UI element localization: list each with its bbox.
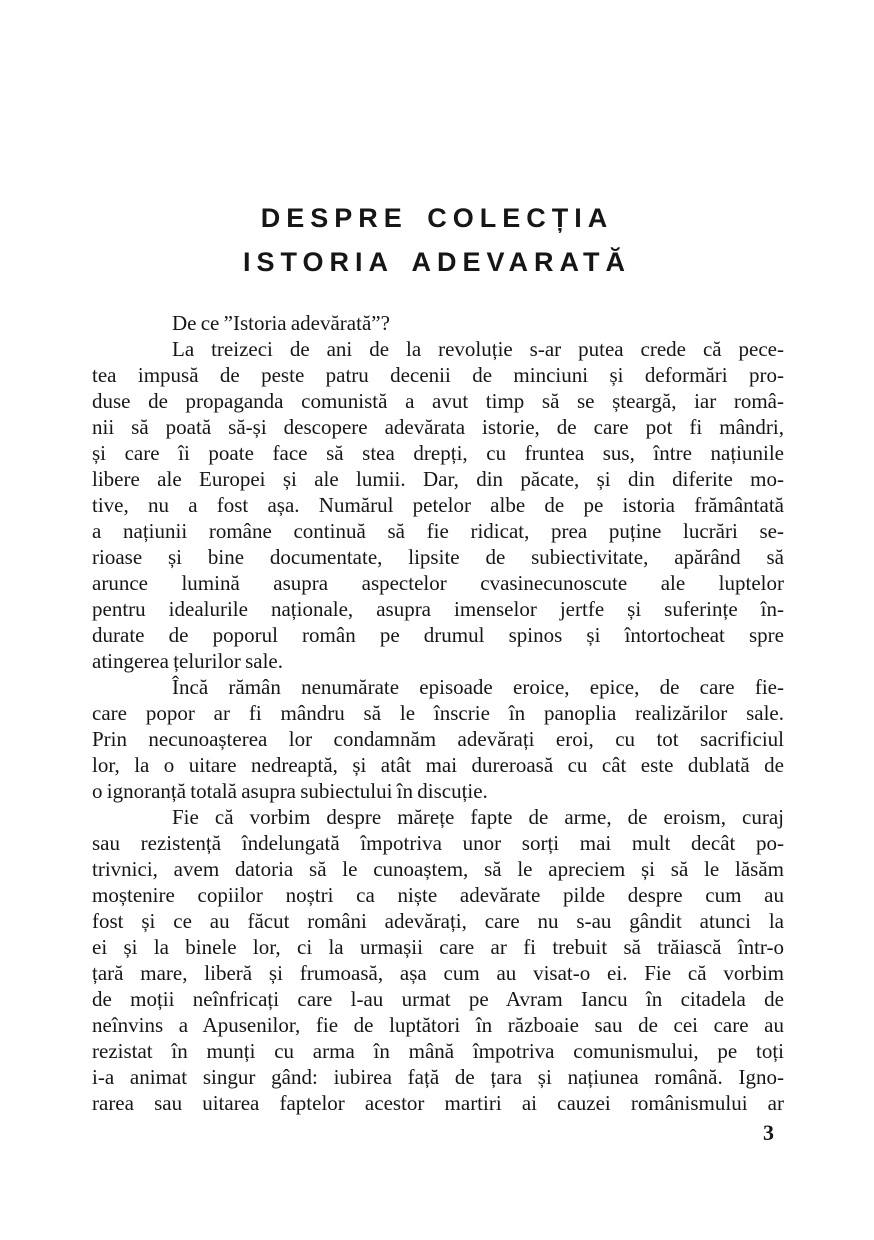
- page-title-line-1: DESPRE COLECȚIA: [260, 203, 614, 233]
- text-line: pentru idealurile naționale, asupra imenselor jertfe și suferințe în-: [92, 597, 784, 621]
- text-line: rioase și bine documentate, lipsite de subiectivitate, apărând să: [92, 545, 784, 569]
- text-line: care popor ar fi mândru să le înscrie în panoplia realizărilor sale.: [92, 701, 784, 725]
- text-line: rezistat în munți cu arma în mână împotriva comunismului, pe toți: [92, 1039, 784, 1063]
- text-line: o ignoranță totală asupra subiectului în discuție.: [92, 779, 488, 803]
- text-line: De ce ”Istoria adevărată”?: [172, 311, 390, 335]
- page-title: [0, 0, 874, 284]
- text-line: Fie că vorbim despre mărețe fapte de arme, de eroism, curaj: [172, 805, 784, 829]
- text-line: sau rezistență îndelungată împotriva unor sorți mai mult decât po-: [92, 831, 784, 855]
- text-line: arunce lumină asupra aspectelor cvasinecunoscute ale luptelor: [92, 571, 784, 595]
- text-line: trivnici, avem datoria să le cunoaștem, să le apreciem și să le lăsăm: [92, 857, 784, 881]
- text-line: i-a animat singur gând: iubirea față de țara și națiunea română. Igno-: [92, 1065, 784, 1089]
- text-line: lor, la o uitare nedreaptă, și atât mai dureroasă cu cât este dublată de: [92, 753, 784, 777]
- text-line: fost și ce au făcut români adevărați, care nu s-au gândit atunci la: [92, 909, 784, 933]
- text-line: tive, nu a fost așa. Numărul petelor albe de pe istoria frământată: [92, 493, 784, 517]
- text-line: și care îi poate face să stea drepți, cu fruntea sus, între națiunile: [92, 441, 784, 465]
- text-line: neînvins a Apusenilor, fie de luptători în războaie sau de cei care au: [92, 1013, 784, 1037]
- text-line: moștenire copiilor noștri ca niște adevărate pilde despre cum au: [92, 883, 784, 907]
- text-line: nii să poată să-și descopere adevărata istorie, de care pot fi mândri,: [92, 415, 784, 439]
- text-line: rarea sau uitarea faptelor acestor martiri ai cauzei românismului ar: [92, 1091, 784, 1115]
- text-line: libere ale Europei și ale lumii. Dar, din păcate, și din diferite mo-: [92, 467, 784, 491]
- text-line: de moții neînfricați care l-au urmat pe Avram Iancu în citadela de: [92, 987, 784, 1011]
- text-line: durate de poporul român pe drumul spinos și întortocheat spre: [92, 623, 784, 647]
- body-text: [92, 310, 784, 1116]
- text-line: a națiunii române continuă să fie ridicat, prea puține lucrări se-: [92, 519, 784, 543]
- text-line: tea impusă de peste patru decenii de minciuni și deformări pro-: [92, 363, 784, 387]
- text-line: ei și la binele lor, ci la urmașii care ar fi trebuit să trăiască într-o: [92, 935, 784, 959]
- text-line: duse de propaganda comunistă a avut timp să se șteargă, iar româ-: [92, 389, 784, 413]
- text-line: țară mare, liberă și frumoasă, așa cum au visat-o ei. Fie că vorbim: [92, 961, 784, 985]
- text-line: atingerea țelurilor sale.: [92, 649, 283, 673]
- page-number: 3: [763, 1120, 774, 1145]
- page-title-line-2: ISTORIA ADEVARATĂ: [242, 247, 631, 277]
- text-line: Încă rămân nenumărate episoade eroice, epice, de care fie-: [172, 675, 784, 699]
- text-line: Prin necunoașterea lor condamnăm adevărați eroi, cu tot sacrificiul: [92, 727, 784, 751]
- text-line: La treizeci de ani de la revoluție s-ar putea crede că pece-: [172, 337, 784, 361]
